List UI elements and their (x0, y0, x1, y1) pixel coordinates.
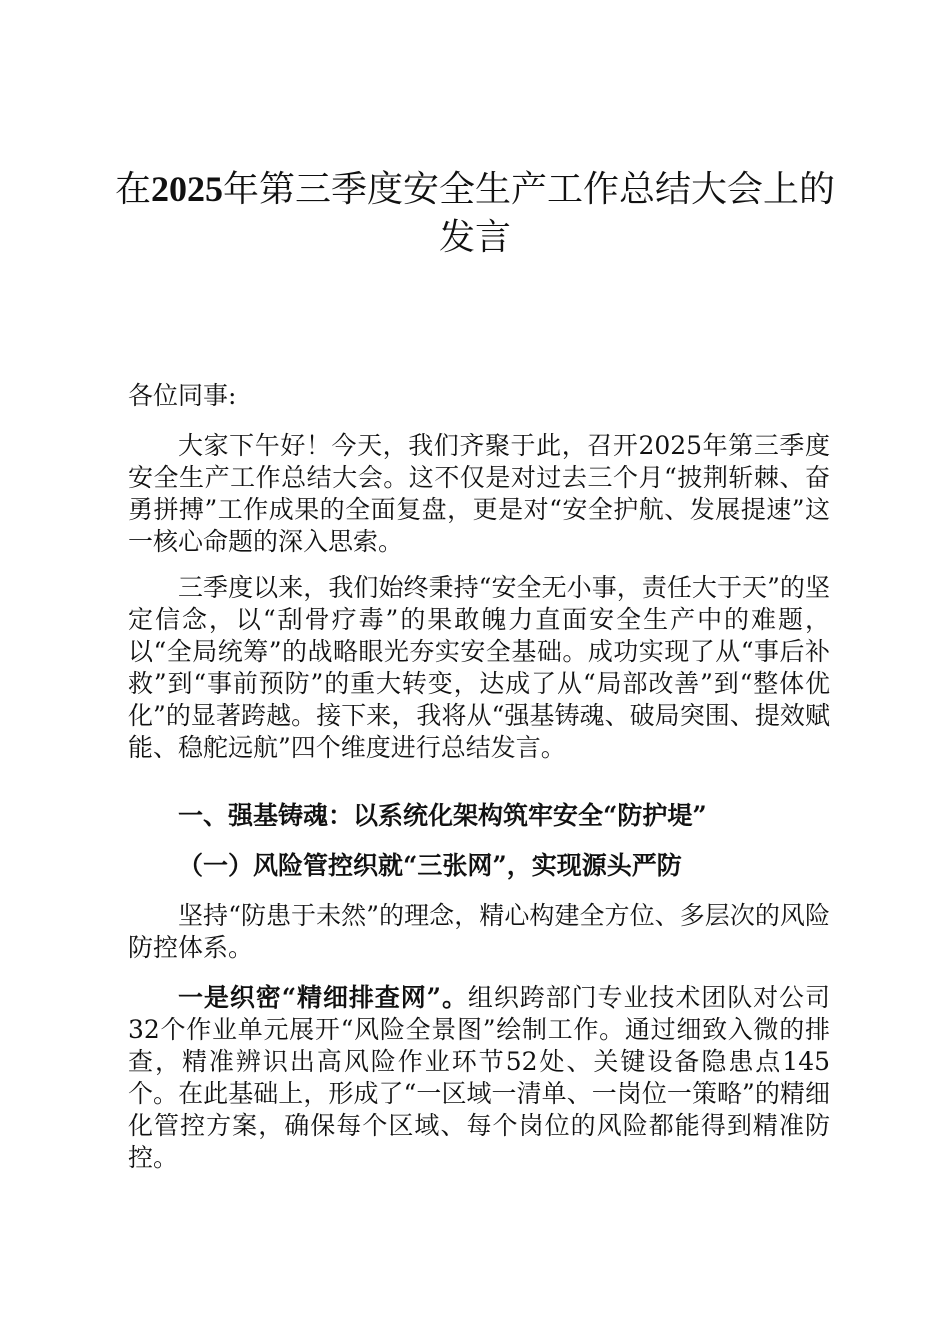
title-suffix: 年第三季度安全生产工作总结大会上的发言 (223, 169, 836, 258)
document-title (100, 165, 850, 262)
paragraph-risk-intro: 坚持“防患于未然”的理念，精心构建全方位、多层次的风险防控体系。 (128, 901, 830, 962)
paragraph-lead-phrase: 一是织密“精细排查网”。 (178, 983, 468, 1012)
paragraph-summary: 三季度以来，我们始终秉持“安全无小事，责任大于天”的坚定信念，以“刮骨疗毒”的果敢魄力直面安全生产中的难题，以“全局统筹”的战略眼光夯实安全基础。成功实现了从“事后补救”到“事前预防”的重大转变，达成了从“局部改善”到“整体优化”的显著跨越。接下来，我将从“强基铸魂、破局突围、提效赋能、稳舵远航”四个维度进行总结发言。 (128, 573, 830, 762)
title-prefix: 在 (114, 169, 151, 210)
paragraph-body-text: 组织跨部门专业技术团队对公司32个作业单元展开“风险全景图”绘制工作。通过细致入微的排查，精准辨识出高风险作业环节52处、关键设备隐患点145个。在此基础上，形成了“一区域一清单、一岗位一策略”的精细化管控方案，确保每个区域、每个岗位的风险都能得到精准防控。 (128, 983, 830, 1172)
salutation: 各位同事: (128, 381, 237, 410)
section-heading-1: 一、强基铸魂：以系统化架构筑牢安全“防护堤” (178, 801, 707, 830)
title-year: 2025 (151, 169, 223, 209)
paragraph-opening: 大家下午好！今天，我们齐聚于此，召开2025年第三季度安全生产工作总结大会。这不仅是对过去三个月“披荆斩棘、奋勇拼搏”工作成果的全面复盘，更是对“安全护航、发展提速”这一核心命题的深入思索。 (128, 431, 830, 556)
subsection-heading-1: （一）风险管控织就“三张网”，实现源头严防 (178, 851, 682, 880)
paragraph-inspection-net (128, 982, 830, 1174)
